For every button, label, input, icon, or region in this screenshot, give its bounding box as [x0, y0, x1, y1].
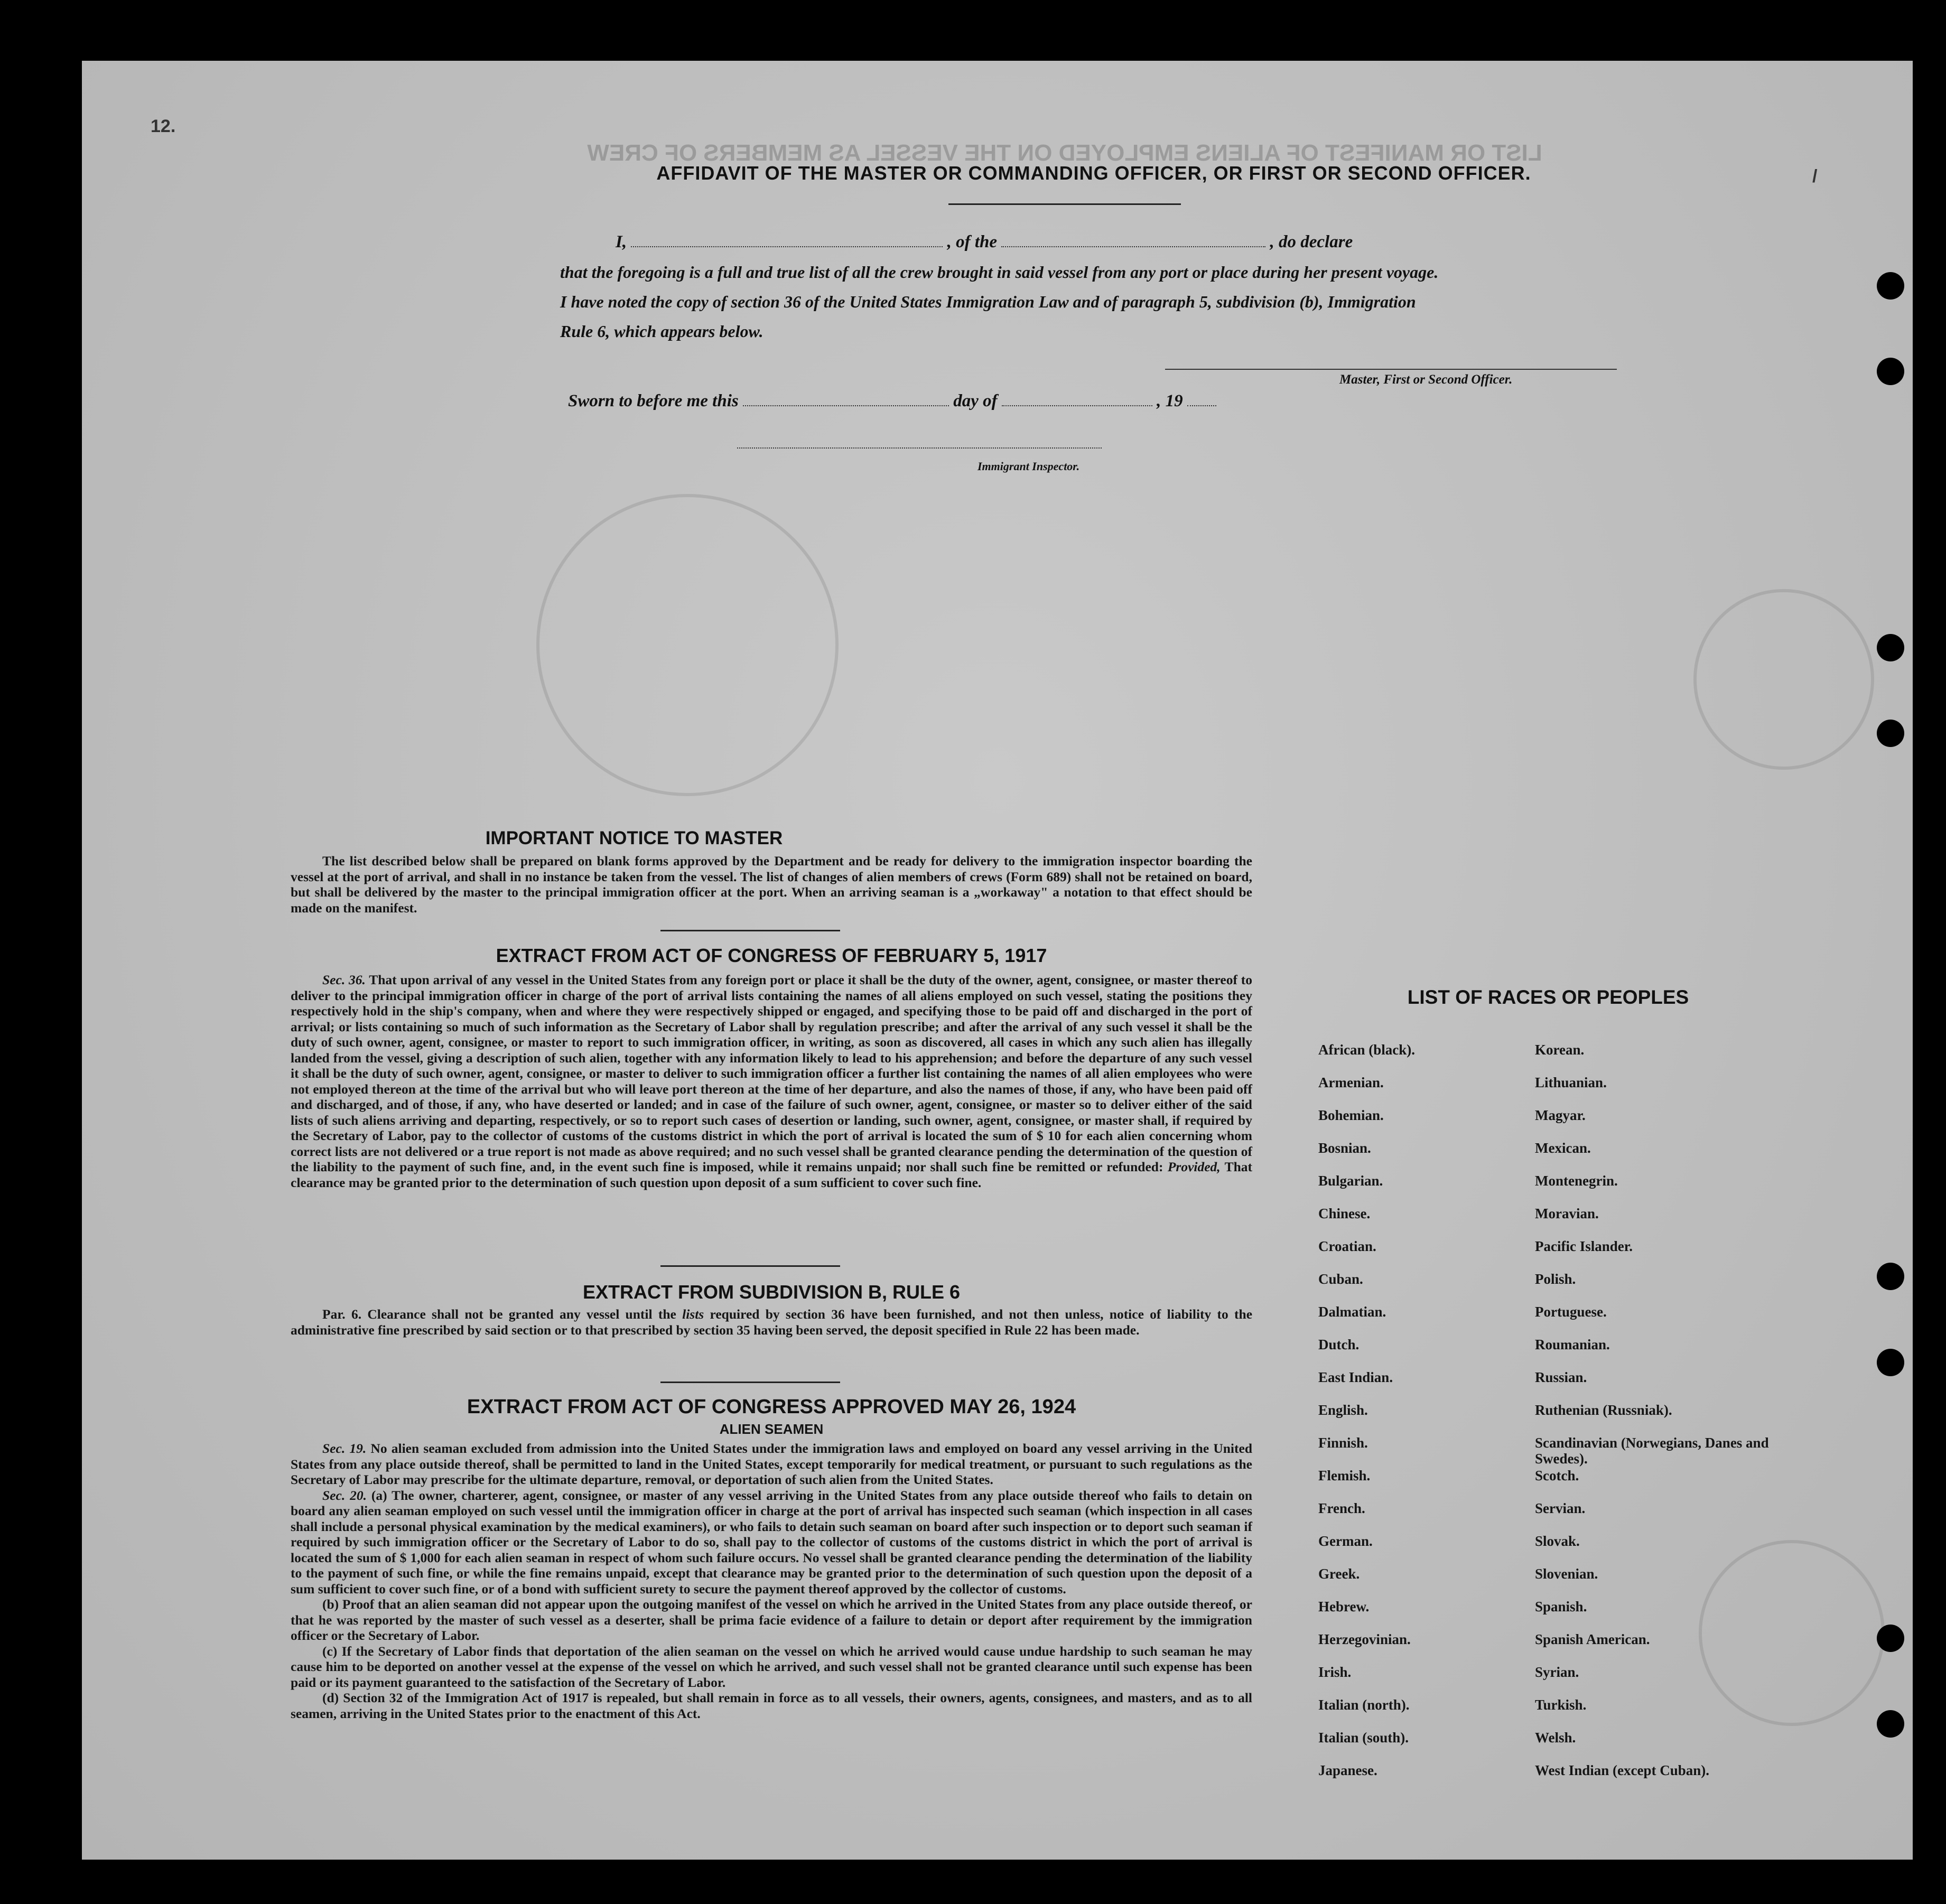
- race-item: Pacific Islander.: [1535, 1238, 1633, 1254]
- race-item: Slovenian.: [1535, 1566, 1598, 1582]
- race-item: Hebrew.: [1318, 1599, 1370, 1614]
- par-6-text-a: Clearance shall not be granted any vessel until the: [367, 1306, 676, 1322]
- sec-19-lead: Sec. 19.: [322, 1441, 367, 1456]
- race-item: Croatian.: [1318, 1238, 1376, 1254]
- sec-36-tail: That clearance may be granted prior to the determination of such question upon deposit of a sum sufficient to cover such fine.: [291, 1159, 1252, 1190]
- affidavit-line-2: that the foregoing is a full and true list of all the crew brought in said vessel from any port or place during her present voyage.: [560, 263, 1439, 282]
- affidavit-line-4: Rule 6, which appears below.: [560, 322, 763, 341]
- corner-tick-mark: /: [1812, 166, 1818, 186]
- divider: [948, 203, 1181, 205]
- name-field[interactable]: [631, 232, 943, 247]
- race-item: East Indian.: [1318, 1369, 1393, 1385]
- affidavit-of-the: , of the: [947, 232, 998, 251]
- race-item: Moravian.: [1535, 1206, 1599, 1221]
- sheet-number-mark: 12.: [151, 116, 176, 136]
- sec-20d-text: (d) Section 32 of the Immigration Act of 1917 is repealed, but shall remain in force as to all vessels, their owners, agents, consignees, and masters, and as to all seamen, arriving in the United States prior to the enactment of this Act.: [291, 1690, 1252, 1721]
- sworn-year: , 19: [1157, 391, 1183, 410]
- sec-20-lead: Sec. 20.: [322, 1487, 367, 1503]
- notice-text: [291, 853, 1252, 916]
- race-item: Slovak.: [1535, 1533, 1580, 1549]
- par-6-lead: Par. 6.: [322, 1306, 362, 1322]
- race-item: Japanese.: [1318, 1762, 1377, 1778]
- race-item: Scandinavian (Norwegians, Danes and Swedes).: [1535, 1435, 1769, 1467]
- divider: [660, 1265, 840, 1267]
- race-item: Lithuanian.: [1535, 1075, 1607, 1090]
- extract-rule6-title: EXTRACT FROM SUBDIVISION B, RULE 6: [582, 1281, 961, 1303]
- lists-word: lists: [682, 1306, 704, 1322]
- binder-hole: [1877, 1710, 1904, 1738]
- sworn-month-field[interactable]: [1002, 391, 1152, 406]
- sec-20b-text: (b) Proof that an alien seaman did not appear upon the outgoing manifest of the vessel on which he arrived in the United States from any place outside thereof, or that he was reported by the master of such vessel as a deserter, shall be prima facie evidence of a failure to detain or deport after requirement by the immigration officer or the Secretary of Labor.: [291, 1597, 1252, 1643]
- signature-caption: Master, First or Second Officer.: [1339, 372, 1513, 387]
- affidavit-declare: , do declare: [1270, 232, 1353, 251]
- race-item: Korean.: [1535, 1042, 1585, 1058]
- sworn-line: [568, 391, 1216, 411]
- sec-20a-text: (a) The owner, charterer, agent, consignee, or master of any vessel arriving in the United States from any place outside thereof who fails to detain on board any alien seaman employed on such vessel until the immigration officer in charge at the port of arrival has inspected such seaman (which inspection in all cases shall include a personal physical examination by the medical examiners), or who fails to detain such seaman on board after such inspection or to deport such seaman if required by such immigration officer or the Secretary of Labor to do so, shall pay to the collector of customs of the customs district in which the port of arrival is located the sum of $ 1,000 for each alien seaman in respect of whom such failure occurs. No vessel shall be granted clearance pending the determination of the liability to the payment of such fine, or while the fine remains unpaid, except that clearance may be granted prior to the determination of such question upon the deposit of a sum sufficient to cover such fine, or of a bond with sufficient surety to secure the payment thereof approved by the collector of customs.: [291, 1487, 1253, 1597]
- race-item: Turkish.: [1535, 1697, 1587, 1713]
- binder-hole: [1877, 1349, 1904, 1376]
- sec-36-text: That upon arrival of any vessel in the United States from any foreign port or place it shall be the duty of the owner, agent, consignee, or master thereof to deliver to the principal immigration officer in charge of the port of arrival lists containing the names of all aliens employed on such vessel, stating the positions they respectively hold in the ship's company, when and where they were respectively shipped or engaged, and specifying those to be paid off and discharged in the port of arrival; or lists containing so much of such information as the Secretary of Labor shall by regulation prescribe; and after the arrival of any such vessel it shall be the duty of such owner, agent, consignee, or master to report to such immigration officer, in writing, as soon as discovered, all cases in which any such alien has illegally landed from the vessel, giving a description of such alien, together with any information likely to lead to his apprehension; and before the departure of any such vessel it shall be the duty of such owner, agent, consignee, or master to deliver to such immigration officer a further list containing the names of all alien employees who were not employed thereon at the time of the arrival but who will leave port thereon at the time of her departure, and also the names of those, if any, who have been paid off and discharged, and of those, if any, who have deserted or landed; and in case of the failure of such owner, agent, consignee, or master so to deliver either of the said lists of such aliens arriving and departing, respectively, or so to report such cases of desertion or landing, such owner, agent, consignee, or master shall, if required by the Secretary of Labor, pay to the collector of customs of the customs district in which the port of arrival is located the sum of $ 10 for each alien concerning whom correct lists are not delivered or a true report is not made as above required; and no such vessel shall be granted clearance pending the determination of the question of the liability to the payment of such fine, and, in the event such fine is imposed, while it remains unpaid; nor shall such fine be remitted or refunded:: [291, 972, 1252, 1174]
- affidavit-i: I,: [616, 232, 627, 251]
- race-item: Polish.: [1535, 1271, 1576, 1287]
- extract-rule6-text: [291, 1306, 1252, 1338]
- race-item: Dutch.: [1318, 1337, 1360, 1352]
- race-item: French.: [1318, 1500, 1365, 1516]
- race-item: Roumanian.: [1535, 1337, 1610, 1352]
- races-right-column: [1535, 1042, 1799, 1795]
- par-6-text-b: required by section 36 have been furnished, and not then unless, notice of liability to the administrative fine prescribed by said section or to that prescribed by section 35 having been served, the deposit specified in Rule 22 has been made.: [291, 1306, 1253, 1338]
- extract-1924-title: EXTRACT FROM ACT OF CONGRESS APPROVED MAY 26, 1924: [467, 1396, 1076, 1418]
- race-item: Scotch.: [1535, 1468, 1579, 1483]
- faint-stamp-right: [1693, 589, 1874, 770]
- divider: [660, 1382, 840, 1383]
- master-signature-line[interactable]: [1165, 369, 1617, 370]
- race-item: Chinese.: [1318, 1206, 1371, 1221]
- race-item: West Indian (except Cuban).: [1535, 1762, 1710, 1778]
- race-item: Bohemian.: [1318, 1107, 1384, 1123]
- sec-20c-text: (c) If the Secretary of Labor finds that deportation of the alien seaman on the vessel on which he arrived would cause undue hardship to such seaman he may cause him to be deported on another vessel at the expense of the vessel on which he arrived, and such vessel shall not be granted clearance until such expense has been paid or its payment guaranteed to the satisfaction of the Secretary of Labor.: [291, 1643, 1252, 1690]
- sworn-year-field[interactable]: [1187, 391, 1216, 406]
- races-title: LIST OF RACES OR PEOPLES: [1407, 986, 1689, 1008]
- race-item: Greek.: [1318, 1566, 1360, 1582]
- race-item: Flemish.: [1318, 1468, 1371, 1483]
- race-item: Armenian.: [1318, 1075, 1384, 1090]
- race-item: English.: [1318, 1402, 1368, 1418]
- vessel-field[interactable]: [1001, 232, 1265, 247]
- race-item: Welsh.: [1535, 1730, 1576, 1746]
- race-item: Italian (south).: [1318, 1730, 1409, 1746]
- extract-1917-text: [291, 972, 1252, 1190]
- binder-hole: [1877, 1263, 1904, 1290]
- race-item: Bulgarian.: [1318, 1173, 1383, 1189]
- race-item: Bosnian.: [1318, 1140, 1371, 1156]
- race-item: Servian.: [1535, 1500, 1586, 1516]
- extract-1924-text: [291, 1441, 1252, 1721]
- race-item: Finnish.: [1318, 1435, 1368, 1451]
- affidavit-line-3: I have noted the copy of section 36 of the United States Immigration Law and of paragraph 5, subdivision (b), Immigration: [560, 292, 1416, 311]
- binder-hole: [1877, 358, 1904, 385]
- divider: [660, 930, 840, 931]
- sec-36-lead: Sec. 36.: [322, 972, 366, 987]
- race-item: Ruthenian (Russniak).: [1535, 1402, 1672, 1418]
- race-item: Spanish American.: [1535, 1631, 1650, 1647]
- race-item: Montenegrin.: [1535, 1173, 1618, 1189]
- affidavit-line-1: [616, 232, 1353, 252]
- race-item: Magyar.: [1535, 1107, 1586, 1123]
- provided-word: Provided,: [1167, 1159, 1221, 1174]
- inspector-caption: Immigrant Inspector.: [977, 460, 1080, 473]
- race-item: Dalmatian.: [1318, 1304, 1386, 1320]
- bleed-through-title: LIST OR MANIFEST OF ALIENS EMPLOYED ON THE VESSEL AS MEMBERS OF CREW: [587, 140, 1542, 166]
- alien-seamen-subtitle: ALIEN SEAMEN: [719, 1421, 824, 1437]
- document-sheet: [82, 61, 1913, 1860]
- race-item: Syrian.: [1535, 1664, 1579, 1680]
- race-item: Herzegovinian.: [1318, 1631, 1411, 1647]
- binder-hole: [1877, 634, 1904, 661]
- race-item: Mexican.: [1535, 1140, 1591, 1156]
- faint-stamp-left: [536, 494, 839, 796]
- inspector-signature-line[interactable]: [737, 447, 1102, 449]
- race-item: Portuguese.: [1535, 1304, 1607, 1320]
- sworn-day-of: day of: [953, 391, 998, 410]
- race-item: German.: [1318, 1533, 1373, 1549]
- race-item: Spanish.: [1535, 1599, 1587, 1614]
- extract-1917-title: EXTRACT FROM ACT OF CONGRESS OF FEBRUARY 5, 1917: [496, 945, 1047, 966]
- race-item: Cuban.: [1318, 1271, 1363, 1287]
- races-left-column: [1318, 1042, 1540, 1795]
- affidavit-title: AFFIDAVIT OF THE MASTER OR COMMANDING OFFICER, OR FIRST OR SECOND OFFICER.: [656, 162, 1531, 184]
- notice-paragraph: The list described below shall be prepared on blank forms approved by the Department and be ready for delivery to the immigration inspector boarding the vessel at the port of arrival, and shall in no instance be taken from the vessel. The list of changes of alien members of crews (Form 689) shall not be retained on board, but shall be delivered by the master to the principal immigration officer at the port. When an arriving seaman is a „workaway" a notation to that effect should be made on the manifest.: [291, 853, 1252, 916]
- binder-hole: [1877, 1625, 1904, 1652]
- notice-title: IMPORTANT NOTICE TO MASTER: [485, 828, 783, 848]
- race-item: Italian (north).: [1318, 1697, 1410, 1713]
- race-item: Russian.: [1535, 1369, 1587, 1385]
- sworn-date-field[interactable]: [743, 391, 949, 406]
- binder-hole: [1877, 272, 1904, 300]
- sec-19-text: No alien seaman excluded from admission into the United States under the immigration laws and employed on board any vessel arriving in the United States from any place outside thereof, shall be permitted to land in the United States, except temporarily for medical treatment, or pursuant to such regulations as the Secretary of Labor may prescribe for the ultimate departure, removal, or deportation of such alien from the United States.: [291, 1441, 1253, 1487]
- race-item: Irish.: [1318, 1664, 1352, 1680]
- race-item: African (black).: [1318, 1042, 1415, 1058]
- sworn-prefix: Sworn to before me this: [568, 391, 739, 410]
- binder-hole: [1877, 720, 1904, 747]
